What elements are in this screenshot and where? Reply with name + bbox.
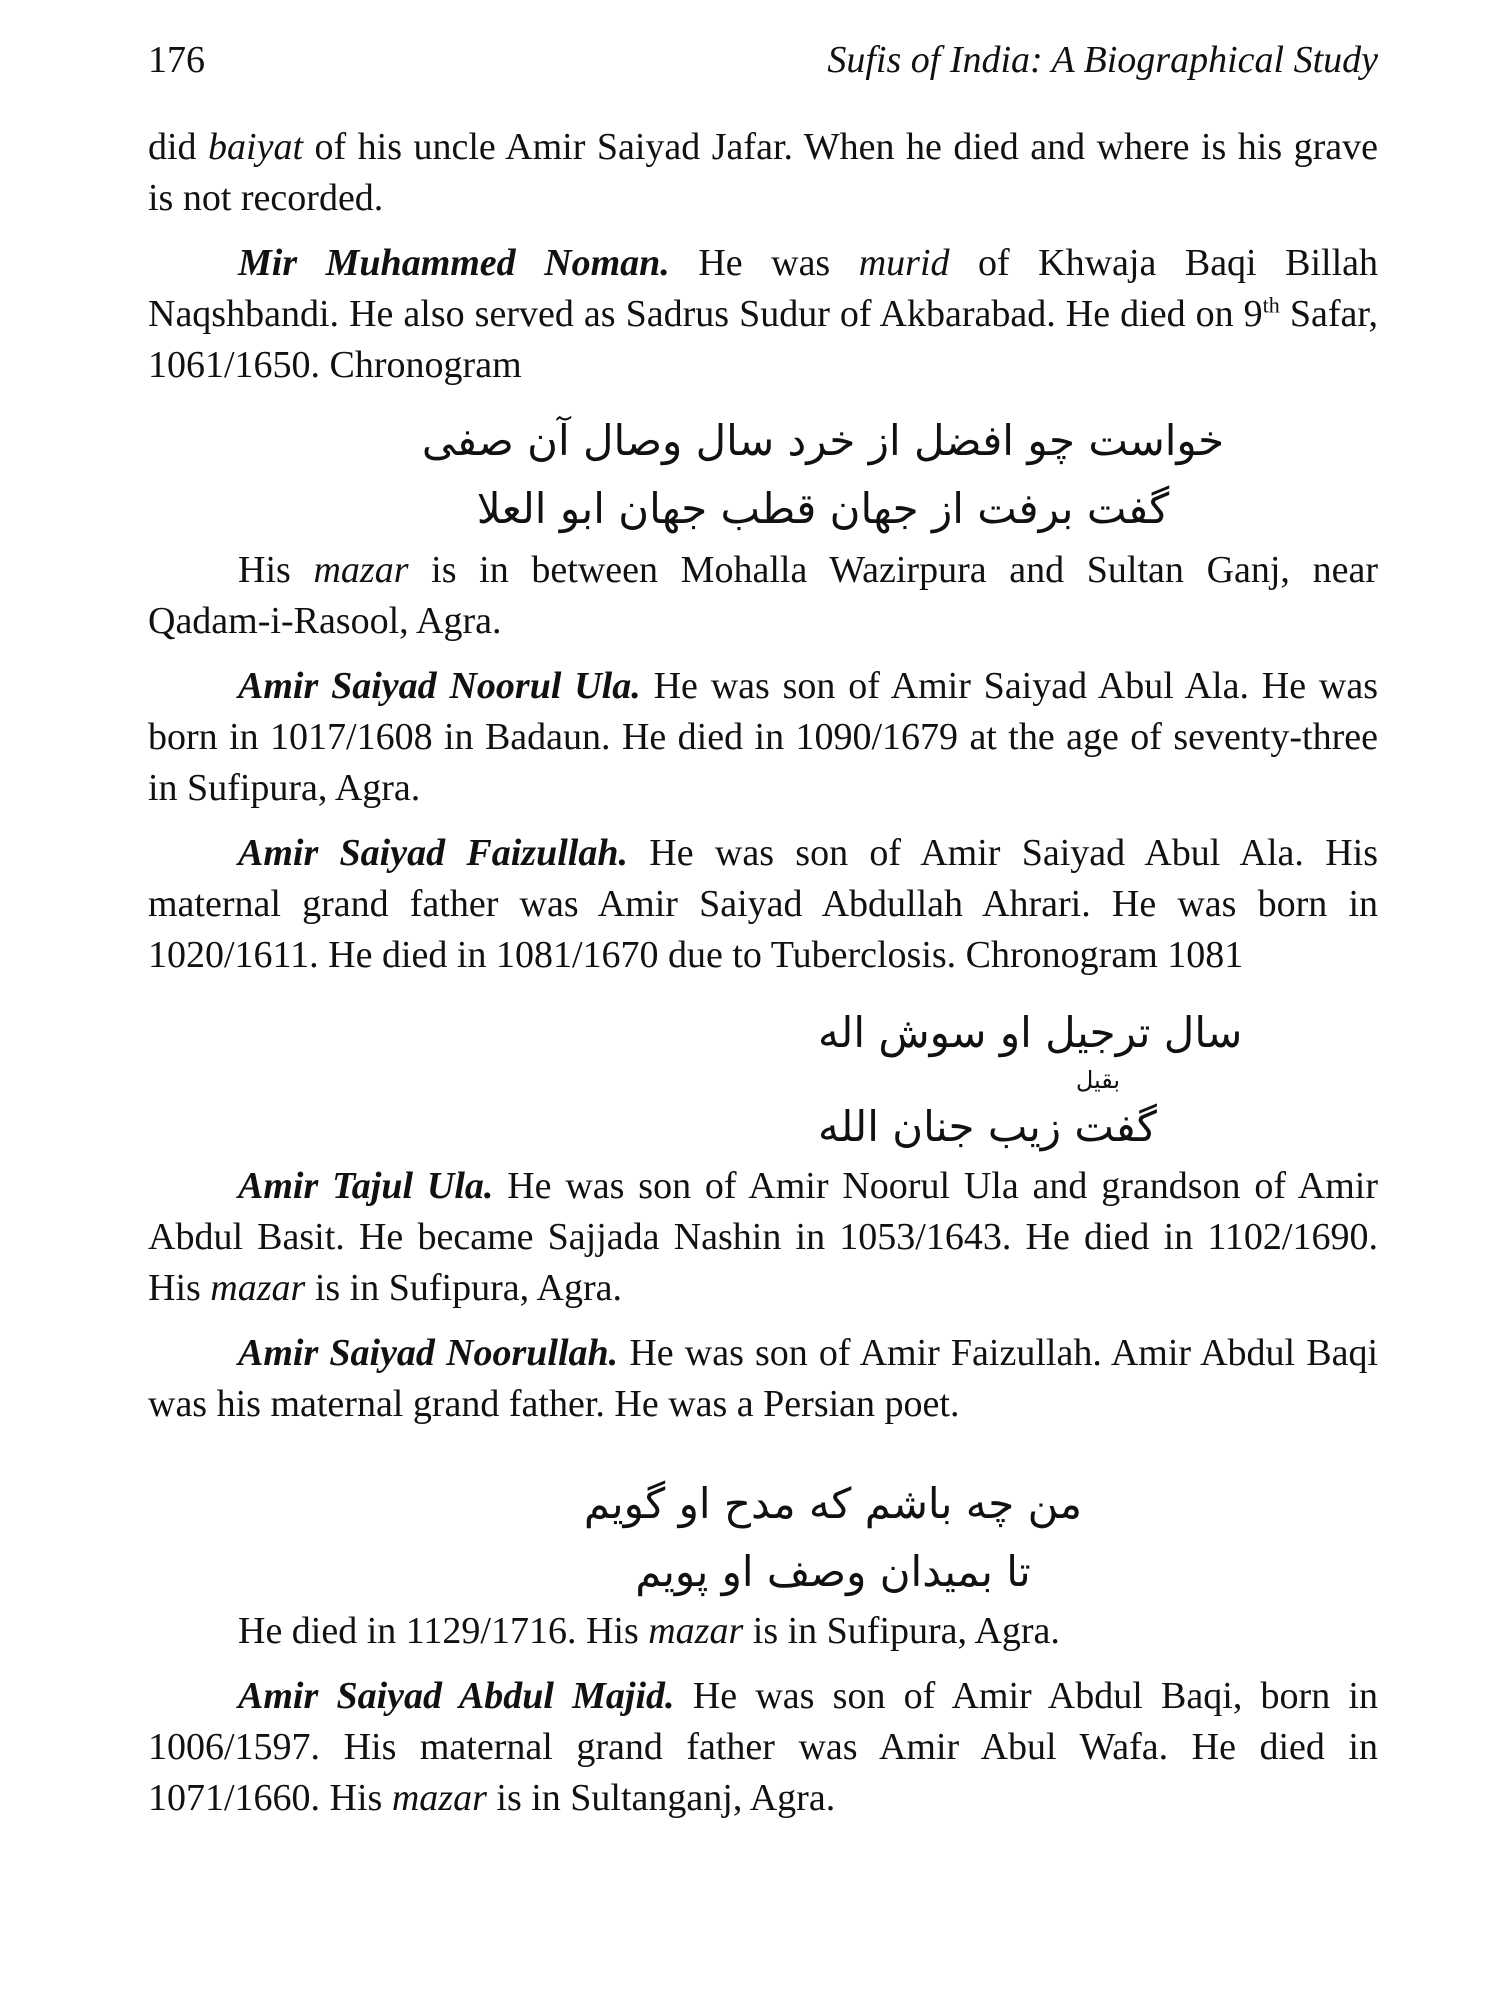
- paragraph-noman: Mir Muhammed Noman. He was murid of Khwaja Baqi Billah Naqshbandi. He also served as Sadrus Sudur of Akbarabad. He died on 9th Safar, 1061/1650. Chronogram: [148, 242, 1378, 386]
- entry-name-noorul-ula: Amir Saiyad Noorul Ula.: [238, 665, 641, 707]
- verse-interlinear-note: بقیل: [1075, 1066, 1121, 1094]
- verse-line: من چه باشم که مدح او گویم: [583, 1479, 1083, 1528]
- chronogram-faizullah: [148, 999, 1378, 1161]
- page-number: 176: [148, 39, 205, 81]
- paragraph-noorul-ula: Amir Saiyad Noorul Ula. He was son of Amir Saiyad Abul Ala. He was born in 1017/1608 in Badaun. He died in 1090/1679 at the age of seventy-three in Sufipura, Agra.: [148, 665, 1379, 809]
- paragraph-noman-mazar: His mazar is in between Mohalla Wazirpura and Sultan Ganj, near Qadam-i-Rasool, Agra.: [148, 549, 1378, 642]
- entry-name-abdul-majid: Amir Saiyad Abdul Majid.: [238, 1675, 675, 1717]
- verse-line: گفت برفت از جهان قطب جهان ابو العلا: [476, 484, 1170, 533]
- verse-line: سال ترجیل او سوش اله: [818, 1008, 1243, 1057]
- paragraph-faizullah: Amir Saiyad Faizullah. He was son of Amir Saiyad Abul Ala. His maternal grand father was Amir Saiyad Abdullah Ahrari. He was born in 1020/1611. He died in 1081/1670 due to Tuberclosis. Chronogram 1081: [148, 832, 1378, 976]
- entry-name-noman: Mir Muhammed Noman.: [238, 242, 670, 284]
- entry-name-noorullah: Amir Saiyad Noorullah.: [238, 1332, 619, 1374]
- page-body: [148, 122, 1378, 1824]
- term-baiyat: baiyat: [208, 126, 304, 168]
- paragraph-noorullah-death: He died in 1129/1716. His mazar is in Sufipura, Agra.: [238, 1610, 1060, 1652]
- page-header: [148, 30, 1378, 90]
- running-title: Sufis of India: A Biographical Study: [827, 39, 1378, 81]
- intro-paragraph: did baiyat of his uncle Amir Saiyad Jafar. When he died and where is his grave is not recorded.: [148, 126, 1378, 219]
- verse-line: گفت زیب جنان الله: [818, 1102, 1157, 1151]
- paragraph-noorullah: Amir Saiyad Noorullah. He was son of Amir Faizullah. Amir Abdul Baqi was his maternal grand father. He was a Persian poet.: [148, 1332, 1379, 1425]
- paragraph-tajul-ula: Amir Tajul Ula. He was son of Amir Noorul Ula and grandson of Amir Abdul Basit. He became Sajjada Nashin in 1053/1643. He died in 1102/1690. His mazar is in Sufipura, Agra.: [148, 1165, 1378, 1309]
- verse-noorullah: [148, 1470, 1378, 1606]
- verse-line: تا بمیدان وصف او پویم: [635, 1547, 1031, 1596]
- paragraph-abdul-majid: Amir Saiyad Abdul Majid. He was son of Amir Abdul Baqi, born in 1006/1597. His maternal grand father was Amir Abul Wafa. He died in 1071/1660. His mazar is in Sultanganj, Agra.: [148, 1675, 1378, 1819]
- entry-name-faizullah: Amir Saiyad Faizullah.: [238, 832, 628, 874]
- verse-line: خواست چو افضل از خرد سال وصال آن صفی: [421, 416, 1225, 465]
- chronogram-noman: [148, 407, 1378, 543]
- entry-name-tajul-ula: Amir Tajul Ula.: [238, 1165, 494, 1207]
